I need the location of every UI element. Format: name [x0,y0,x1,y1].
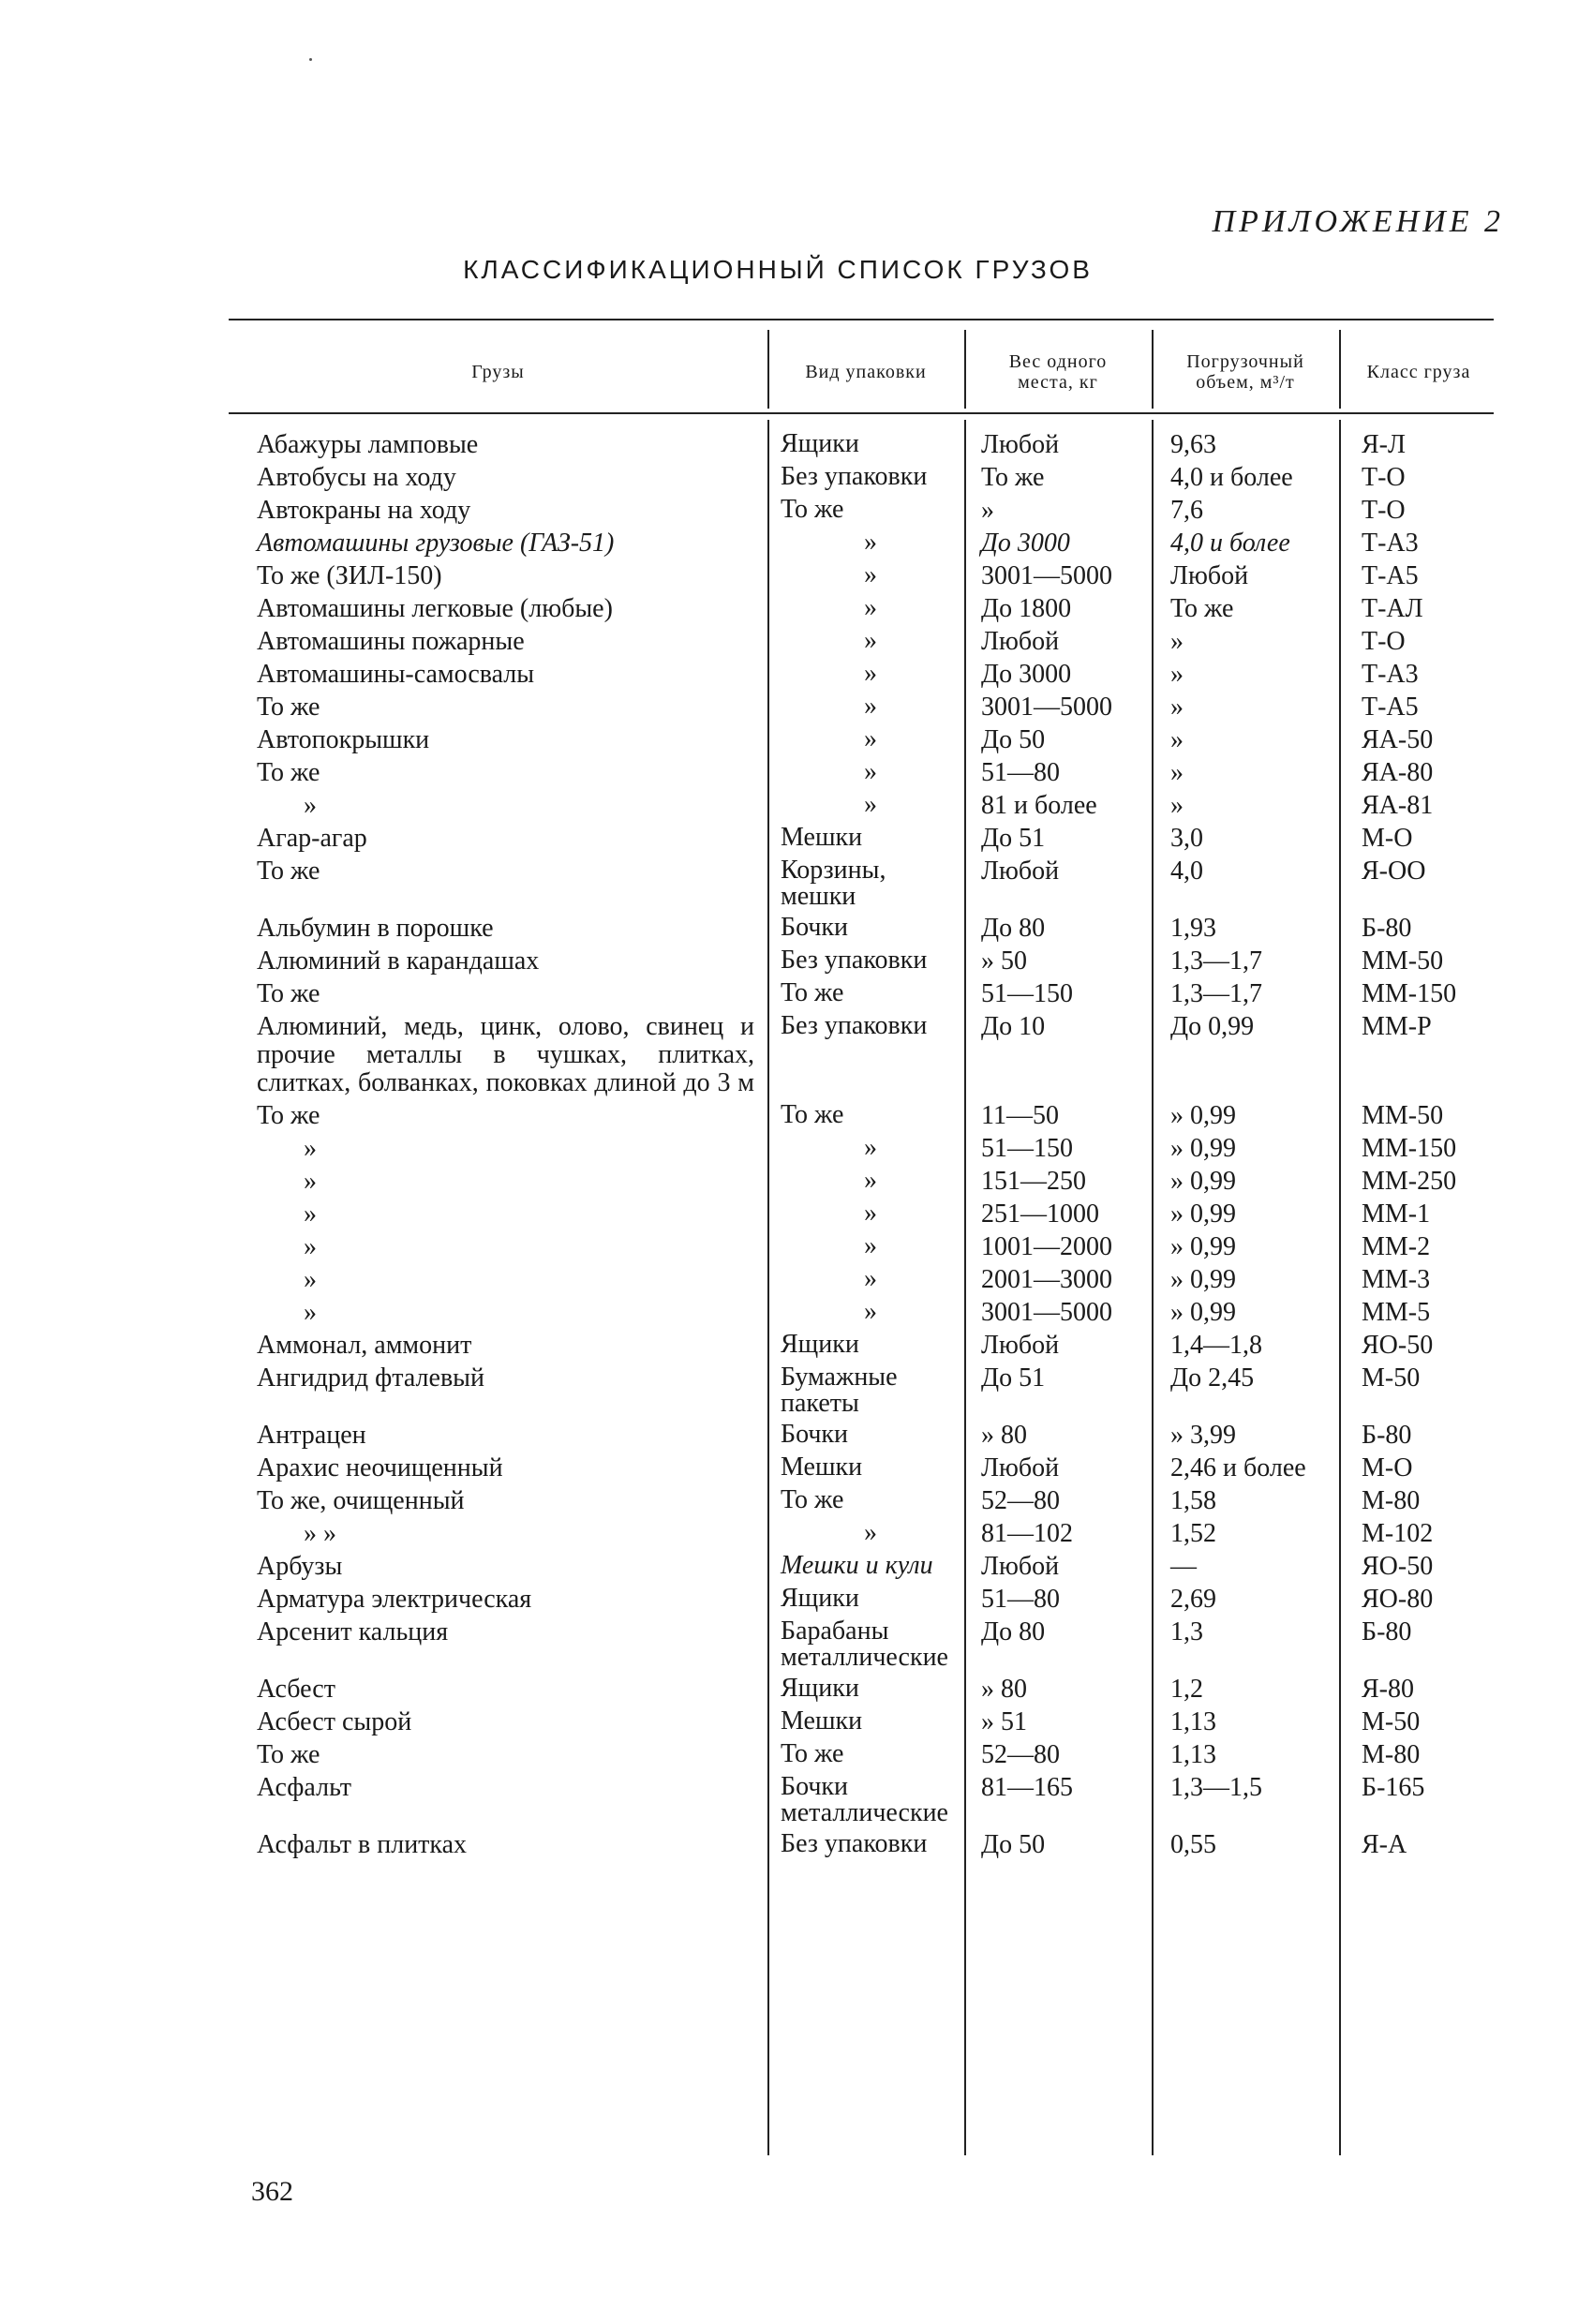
volume-cell: 1,4—1,8 [1170,1331,1262,1360]
pack-cell: Без упаковки [781,1011,928,1040]
pack-cell: » [864,1133,877,1162]
volume-cell: » [1170,627,1184,656]
volume-cell: Любой [1170,561,1249,590]
table-row [229,857,1494,910]
table-row [229,1676,1494,1704]
weight-cell: До 51 [981,1363,1046,1393]
cargo-cell: То же (ЗИЛ-150) [257,561,442,590]
col-divider [964,330,966,409]
table-row [229,1741,1494,1769]
header-cargo: Грузы [471,362,525,382]
weight-cell: 81—102 [981,1519,1073,1548]
col-divider [1152,330,1154,409]
volume-cell: » 0,99 [1170,1199,1236,1229]
pack-cell: » [864,1231,877,1260]
table-row [229,431,1494,459]
volume-cell: 2,69 [1170,1585,1216,1614]
cargo-cell: Автомашины легковые (любые) [257,594,613,623]
page-title: КЛАССИФИКАЦИОННЫЙ СПИСОК ГРУЗОВ [463,255,1093,284]
volume-cell: » 0,99 [1170,1101,1236,1130]
table-row [229,1553,1494,1581]
class-cell: ММ-150 [1362,1134,1457,1163]
volume-cell: 1,93 [1170,914,1216,943]
pack-cell: Ящики [781,1584,859,1613]
cargo-cell: Автомашины грузовые (ГАЗ-51) [257,529,615,558]
weight-cell: Любой [981,1552,1060,1581]
volume-cell: » [1170,725,1184,754]
cargo-cell: Антрацен [257,1421,366,1450]
weight-cell: 52—80 [981,1486,1060,1515]
cargo-cell: Автопокрышки [257,725,430,754]
volume-cell: 1,3—1,7 [1170,979,1262,1008]
class-cell: ЯО-50 [1362,1331,1434,1360]
volume-cell: » 0,99 [1170,1167,1236,1196]
pack-cell: Без упаковки [781,462,928,491]
pack-cell: Барабаны металлические [781,1616,948,1672]
cargo-cell: » [304,1199,317,1229]
weight-cell: 51—150 [981,1134,1073,1163]
volume-cell: » 0,99 [1170,1265,1236,1294]
table-row [229,1831,1494,1859]
weight-cell: » [981,496,994,525]
weight-cell: 251—1000 [981,1199,1099,1229]
table-row [229,628,1494,656]
volume-cell: » 0,99 [1170,1298,1236,1327]
weight-cell: 3001—5000 [981,1298,1112,1327]
class-cell: М-50 [1362,1707,1421,1736]
volume-cell: 1,3 [1170,1617,1203,1646]
pack-cell: » [864,593,877,622]
cargo-cell: Асфальт [257,1773,352,1802]
cargo-cell: » [304,1134,317,1163]
class-cell: ММ-2 [1362,1232,1431,1261]
volume-cell: 1,58 [1170,1486,1216,1515]
page-number: 362 [251,2176,293,2207]
weight-cell: 81 и более [981,791,1097,820]
class-cell: Я-А [1362,1830,1407,1859]
pack-cell: То же [781,495,844,524]
table-row [229,726,1494,754]
weight-cell: » 51 [981,1707,1027,1736]
cargo-cell: То же [257,857,320,886]
header-bottom-rule [229,412,1494,414]
cargo-cell: Агар-агар [257,824,367,853]
volume-cell: 4,0 и более [1170,529,1290,558]
appendix-label: ПРИЛОЖЕНИЕ 2 [1212,204,1504,239]
cargo-cell: То же, очищенный [257,1486,465,1515]
cargo-cell: Арматура электрическая [257,1585,532,1614]
class-cell: Б-165 [1362,1773,1425,1802]
volume-cell: 3,0 [1170,824,1203,853]
weight-cell: До 3000 [981,660,1072,689]
pack-cell: » [864,1166,877,1195]
volume-cell: 1,2 [1170,1675,1203,1704]
table-row [229,595,1494,623]
weight-cell: 2001—3000 [981,1265,1112,1294]
volume-cell: 0,55 [1170,1830,1216,1859]
class-cell: Т-А3 [1362,529,1419,558]
cargo-cell: » [304,1167,317,1196]
header-class: Класс груза [1366,362,1471,382]
weight-cell: До 50 [981,725,1046,754]
class-cell: Т-О [1362,496,1406,525]
table-row [229,1454,1494,1482]
cargo-cell: Автомашины-самосвалы [257,660,535,689]
cargo-cell: » » [304,1519,336,1548]
pack-cell: Без упаковки [781,1829,928,1858]
pack-cell: Без упаковки [781,946,928,975]
table-row [229,1299,1494,1327]
pack-cell: Мешки и кули [781,1551,933,1580]
cargo-cell: Асфальт в плитках [257,1830,468,1859]
col-divider [767,330,769,409]
table-row [229,497,1494,525]
class-cell: ММ-3 [1362,1265,1431,1294]
table-row [229,661,1494,689]
weight-cell: До 80 [981,914,1046,943]
volume-cell: 1,13 [1170,1740,1216,1769]
weight-cell: Любой [981,1331,1060,1360]
volume-cell: » [1170,791,1184,820]
table-row [229,1102,1494,1130]
table-row [229,825,1494,853]
pack-cell: Мешки [781,1452,863,1482]
table-top-rule [229,319,1494,320]
pack-cell: Мешки [781,1706,863,1736]
class-cell: Т-А3 [1362,660,1419,689]
volume-cell: » 0,99 [1170,1134,1236,1163]
volume-cell: 2,46 и более [1170,1453,1306,1482]
cargo-cell: » [304,1232,317,1261]
cargo-cell: То же [257,758,320,787]
class-cell: ММ-5 [1362,1298,1431,1327]
volume-cell: » [1170,660,1184,689]
table-row [229,1168,1494,1196]
cargo-cell: Абажуры ламповые [257,430,479,459]
volume-cell: » [1170,758,1184,787]
pack-cell: » [864,528,877,557]
weight-cell: До 50 [981,1830,1046,1859]
table-row [229,1135,1494,1163]
pack-cell: » [864,1297,877,1326]
table-row [229,1332,1494,1360]
weight-cell: Любой [981,1453,1060,1482]
cargo-cell: Альбумин в порошке [257,914,494,943]
class-cell: ММ-1 [1362,1199,1431,1229]
weight-cell: 52—80 [981,1740,1060,1769]
class-cell: Б-80 [1362,1421,1412,1450]
weight-cell: До 80 [981,1617,1046,1646]
pack-cell: То же [781,1100,844,1129]
pack-cell: » [864,1264,877,1293]
cargo-cell: То же [257,693,320,722]
table-row [229,1774,1494,1826]
cargo-cell: Алюминий в карандашах [257,946,540,976]
pack-cell: » [864,692,877,721]
volume-cell: До 2,45 [1170,1363,1255,1393]
table-row [229,1708,1494,1736]
class-cell: ММ-50 [1362,1101,1444,1130]
table-row [229,464,1494,492]
cargo-cell: Арахис неочищенный [257,1453,503,1482]
pack-cell: » [864,1518,877,1547]
cargo-cell: То же [257,1740,320,1769]
class-cell: Т-А5 [1362,693,1419,722]
header-volume: Погрузочный объем, м³/т [1186,351,1304,393]
table-row [229,915,1494,943]
class-cell: Т-АЛ [1362,594,1423,623]
volume-cell: 1,13 [1170,1707,1216,1736]
volume-cell: 9,63 [1170,430,1216,459]
volume-cell: 7,6 [1170,496,1203,525]
pack-cell: » [864,1199,877,1228]
volume-cell: 1,52 [1170,1519,1216,1548]
class-cell: М-80 [1362,1740,1421,1769]
pack-cell: То же [781,1485,844,1514]
table-row [229,1520,1494,1548]
col-divider [1339,330,1341,409]
table-row [229,562,1494,590]
table-row [229,1200,1494,1229]
table-row [229,1487,1494,1515]
table-body [229,431,1494,1864]
volume-cell: 4,0 и более [1170,463,1293,492]
header-weight: Вес одного места, кг [1008,351,1108,393]
class-cell: ММ-150 [1362,979,1457,1008]
table-row [229,1618,1494,1671]
pack-cell: Бочки [781,1420,849,1449]
table-row [229,1013,1494,1097]
class-cell: ЯА-50 [1362,725,1434,754]
volume-cell: 1,3—1,5 [1170,1773,1262,1802]
cargo-cell: » [304,791,317,820]
class-cell: ММ-250 [1362,1167,1457,1196]
class-cell: ММ-Р [1362,1012,1432,1041]
weight-cell: Любой [981,430,1060,459]
class-cell: М-102 [1362,1519,1434,1548]
weight-cell: До 10 [981,1012,1046,1041]
pack-cell: То же [781,978,844,1007]
pack-cell: » [864,659,877,688]
pack-cell: Мешки [781,823,863,852]
weight-cell: » 80 [981,1675,1027,1704]
pack-cell: » [864,790,877,819]
class-cell: Я-ОО [1362,857,1426,886]
pack-cell: Корзины, мешки [781,856,886,911]
class-cell: ЯО-80 [1362,1585,1434,1614]
weight-cell: 3001—5000 [981,693,1112,722]
class-cell: Т-А5 [1362,561,1419,590]
volume-cell: То же [1170,594,1234,623]
cargo-cell: Асбест [257,1675,335,1704]
table-row [229,759,1494,787]
pack-cell: Ящики [781,1674,859,1703]
volume-cell: » 0,99 [1170,1232,1236,1261]
table-row [229,1422,1494,1450]
table-row [229,529,1494,558]
class-cell: М-80 [1362,1486,1421,1515]
cargo-cell: » [304,1265,317,1294]
header-pack: Вид упаковки [805,362,927,382]
cargo-cell: Арсенит кальция [257,1617,449,1646]
weight-cell: » 80 [981,1421,1027,1450]
volume-cell: » [1170,693,1184,722]
pack-cell: Бумажные пакеты [781,1363,898,1418]
pack-cell: Бочки [781,913,849,942]
table-row [229,1364,1494,1417]
table-row [229,1233,1494,1261]
weight-cell: 151—250 [981,1167,1086,1196]
weight-cell: До 1800 [981,594,1072,623]
speck [309,58,312,61]
volume-cell: 1,3—1,7 [1170,946,1262,976]
class-cell: М-О [1362,1453,1413,1482]
weight-cell: 11—50 [981,1101,1059,1130]
class-cell: ЯО-50 [1362,1552,1434,1581]
weight-cell: 51—150 [981,979,1073,1008]
weight-cell: 81—165 [981,1773,1073,1802]
table-row [229,980,1494,1008]
class-cell: Я-Л [1362,430,1406,459]
table-row [229,947,1494,976]
volume-cell: 4,0 [1170,857,1203,886]
class-cell: ЯА-80 [1362,758,1434,787]
cargo-cell: То же [257,979,320,1008]
class-cell: Я-80 [1362,1675,1414,1704]
table-row [229,792,1494,820]
weight-cell: 3001—5000 [981,561,1112,590]
weight-cell: 1001—2000 [981,1232,1112,1261]
weight-cell: Любой [981,857,1060,886]
pack-cell: » [864,757,877,786]
class-cell: М-О [1362,824,1413,853]
class-cell: Б-80 [1362,1617,1412,1646]
class-cell: Б-80 [1362,914,1412,943]
cargo-cell: Автобусы на ходу [257,463,456,492]
pack-cell: Ящики [781,1330,859,1359]
cargo-cell: Ангидрид фталевый [257,1363,484,1393]
table-row [229,1266,1494,1294]
pack-cell: То же [781,1739,844,1768]
weight-cell: 51—80 [981,1585,1060,1614]
weight-cell: То же [981,463,1045,492]
class-cell: М-50 [1362,1363,1421,1393]
pack-cell: » [864,560,877,589]
weight-cell: 51—80 [981,758,1060,787]
class-cell: ЯА-81 [1362,791,1434,820]
cargo-cell: То же [257,1101,320,1130]
table-row [229,693,1494,722]
weight-cell: Любой [981,627,1060,656]
class-cell: Т-О [1362,627,1406,656]
volume-cell: До 0,99 [1170,1012,1255,1041]
volume-cell: — [1170,1552,1197,1581]
table-row [229,1586,1494,1614]
weight-cell: До 51 [981,824,1046,853]
cargo-cell: Автомашины пожарные [257,627,525,656]
weight-cell: » 50 [981,946,1027,976]
volume-cell: » 3,99 [1170,1421,1236,1450]
pack-cell: Бочки металлические [781,1772,948,1827]
cargo-cell: » [304,1298,317,1327]
pack-cell: » [864,626,877,655]
pack-cell: » [864,724,877,753]
cargo-cell: Аммонал, аммонит [257,1331,472,1360]
cargo-cell: Алюминий, медь, цинк, олово, свинец и прочие металлы в чушках, плитках, слитках, болванках, поковках длиной до 3 м [257,1012,754,1097]
cargo-cell: Арбузы [257,1552,343,1581]
cargo-cell: Асбест сырой [257,1707,412,1736]
class-cell: ММ-50 [1362,946,1444,976]
pack-cell: Ящики [781,429,859,458]
cargo-cell: Автокраны на ходу [257,496,471,525]
class-cell: Т-О [1362,463,1406,492]
weight-cell: До 3000 [981,529,1070,558]
